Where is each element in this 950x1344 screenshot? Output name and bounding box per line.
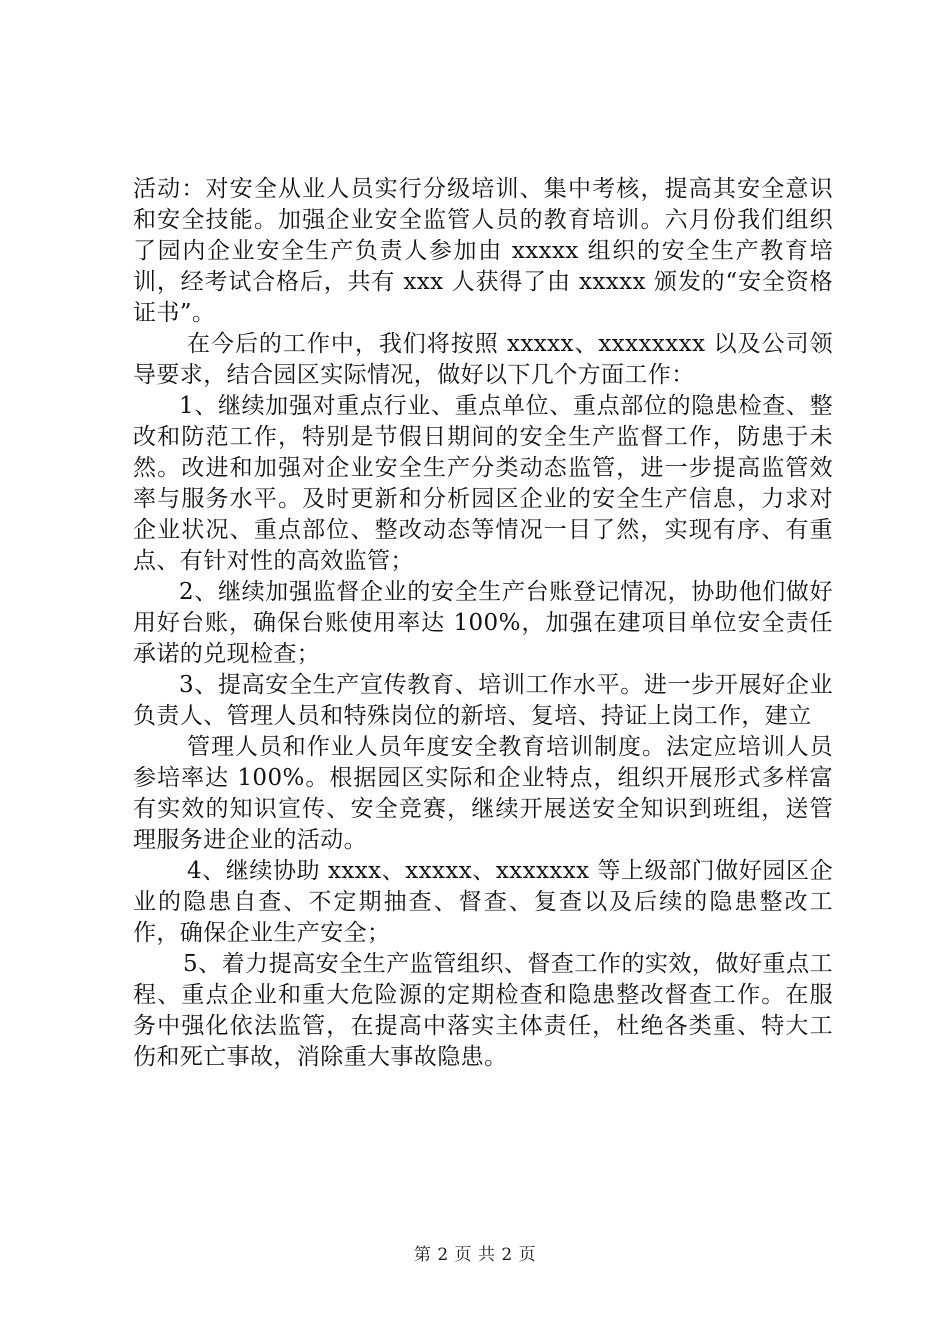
paragraph-item-2: 2、继续加强监督企业的安全生产台账登记情况，协助他们做好用好台账，确保台账使用率达 100%，加强在建项目单位安全责任承诺的兑现检查； — [133, 579, 833, 667]
paragraph-item-1: 1、继续加强对重点行业、重点单位、重点部位的隐患检查、整改和防范工作，特别是节假日期间的安全生产监督工作，防患于未然。改进和加强对企业安全生产分类动态监管，进一步提高监管效率与服务水平。及时更新和分析园区企业的安全生产信息，力求对企业状况、重点部位、整改动态等情况一目了然，实现有序、有重点、有针对性的高效监管； — [133, 393, 833, 574]
paragraph-item-3-continued: 管理人员和作业人员年度安全教育培训制度。法定应培训人员参培率达 100%。根据园区实际和企业特点，组织开展形式多样富有实效的知识宣传、安全竞赛，继续开展送安全知识到班组，送管理服务进企业的活动。 — [133, 734, 833, 853]
page-footer: 第 2 页 共 2 页 — [413, 1245, 537, 1265]
paragraph-training-activities: 活动：对安全从业人员实行分级培训、集中考核，提高其安全意识和安全技能。加强企业安全监管人员的教育培训。六月份我们组织了园内企业安全生产负责人参加由 xxxxx 组织的安全生产教育培训，经考试合格后，共有 xxx 人获得了由 xxxxx 颁发的“安全资格证书”。 — [133, 176, 833, 326]
paragraph-future-work-intro: 在今后的工作中，我们将按照 xxxxx、xxxxxxxx 以及公司领导要求，结合园区实际情况，做好以下几个方面工作： — [133, 331, 833, 388]
paragraph-item-3: 3、提高安全生产宣传教育、培训工作水平。进一步开展好企业负责人、管理人员和特殊岗位的新培、复培、持证上岗工作，建立 — [133, 672, 833, 729]
paragraph-item-5: 5、着力提高安全生产监管组织、督查工作的实效，做好重点工程、重点企业和重大危险源的定期检查和隐患整改督查工作。在服务中强化依法监管，在提高中落实主体责任，杜绝各类重、特大工伤和死亡事故，消除重大事故隐患。 — [133, 951, 833, 1070]
paragraph-item-4: 4、继续协助 xxxx、xxxxx、xxxxxxx 等上级部门做好园区企业的隐患自查、不定期抽查、督查、复查以及后续的隐患整改工作，确保企业生产安全； — [133, 858, 833, 946]
document-body — [133, 174, 833, 1073]
